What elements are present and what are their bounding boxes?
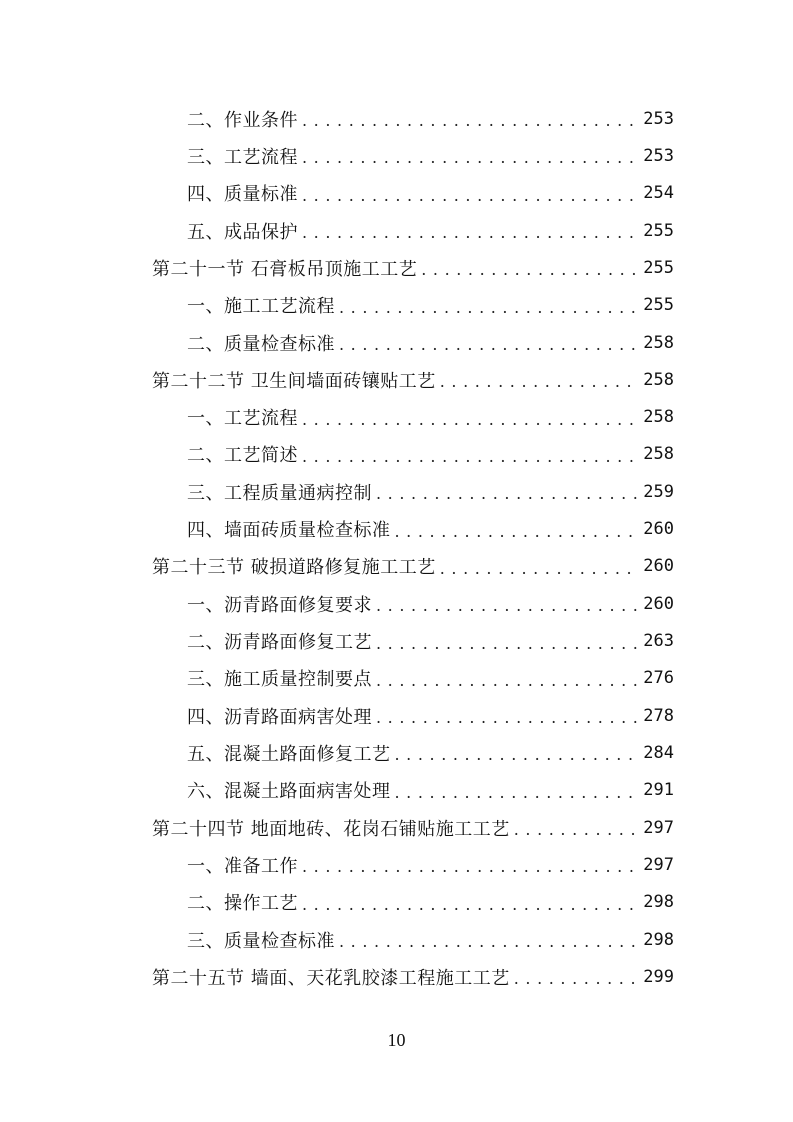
toc-entry-title: 二、沥青路面修复工艺 [187,632,372,654]
toc-entry[interactable] [152,585,674,622]
toc-leader-dots [395,783,638,802]
toc-entry-page: 260 [643,593,674,614]
toc-entry-title: 三、工程质量通病控制 [187,482,372,504]
toc-leader-dots [514,969,638,988]
toc-entry-title: 二、作业条件 [187,109,298,131]
toc-entry[interactable] [152,100,674,137]
toc-entry-page: 255 [643,220,674,241]
toc-entry-title: 五、混凝土路面修复工艺 [187,743,391,765]
toc-entry[interactable] [152,399,674,436]
toc-entry[interactable] [152,287,674,324]
toc-entry-title: 第二十一节 石膏板吊顶施工工艺 [152,258,418,280]
toc-section-entry[interactable] [152,361,674,398]
toc-entry-title: 五、成品保护 [187,221,298,243]
toc-entry[interactable] [152,324,674,361]
toc-entry-page: 255 [643,257,674,278]
toc-leader-dots [302,857,637,876]
toc-entry-title: 一、施工工艺流程 [187,296,335,318]
toc-leader-dots [302,410,637,429]
toc-entry[interactable] [152,436,674,473]
toc-entry-page: 298 [643,892,674,913]
toc-leader-dots [376,484,637,503]
toc-entry-title: 二、工艺简述 [187,445,298,467]
toc-entry[interactable] [152,660,674,697]
toc-leader-dots [302,223,637,242]
toc-leader-dots [376,596,637,615]
toc-leader-dots [302,447,637,466]
toc-leader-dots [376,671,637,690]
toc-leader-dots [302,186,637,205]
toc-entry-title: 四、沥青路面病害处理 [187,706,372,728]
toc-entry-page: 258 [643,332,674,353]
toc-entry-title: 第二十二节 卫生间墙面砖镶贴工艺 [152,370,436,392]
toc-entry-page: 253 [643,108,674,129]
toc-entry-page: 260 [643,519,674,540]
toc-entry-title: 四、墙面砖质量检查标准 [187,520,391,542]
toc-leader-dots [302,111,637,130]
page-number: 10 [387,1030,406,1050]
toc-section-entry[interactable] [152,809,674,846]
toc-entry-title: 六、混凝土路面病害处理 [187,781,391,803]
toc-entry-title: 四、质量标准 [187,184,298,206]
toc-leader-dots [339,298,637,317]
toc-leader-dots [339,932,637,951]
toc-entry[interactable] [152,212,674,249]
toc-entry[interactable] [152,921,674,958]
toc-entry-page: 278 [643,705,674,726]
toc-entry[interactable] [152,772,674,809]
toc-entry-page: 259 [643,481,674,502]
toc-entry-page: 253 [643,145,674,166]
toc-section-entry[interactable] [152,548,674,585]
toc-leader-dots [440,559,638,578]
toc-entry-page: 298 [643,929,674,950]
toc-entry-title: 二、操作工艺 [187,893,298,915]
toc-entry[interactable] [152,175,674,212]
toc-entry-page: 255 [643,295,674,316]
toc-entry-title: 一、准备工作 [187,855,298,877]
toc-leader-dots [395,745,638,764]
toc-entry[interactable] [152,884,674,921]
toc-entry[interactable] [152,137,674,174]
toc-leader-dots [376,708,637,727]
toc-entry-title: 三、质量检查标准 [187,930,335,952]
toc-entry-page: 284 [643,742,674,763]
toc-leader-dots [376,634,637,653]
toc-entry-title: 一、沥青路面修复要求 [187,594,372,616]
toc-entry-page: 297 [643,817,674,838]
toc-leader-dots [302,148,637,167]
toc-section-entry[interactable] [152,249,674,286]
toc-leader-dots [302,895,637,914]
toc-entry-title: 三、工艺流程 [187,146,298,168]
toc-entry-page: 299 [643,966,674,987]
table-of-contents [152,100,674,996]
toc-entry[interactable] [152,734,674,771]
toc-section-entry[interactable] [152,958,674,995]
toc-leader-dots [395,522,638,541]
toc-entry-title: 第二十五节 墙面、天花乳胶漆工程施工工艺 [152,967,510,989]
toc-leader-dots [421,260,637,279]
toc-entry[interactable] [152,846,674,883]
toc-entry-page: 260 [643,556,674,577]
toc-entry[interactable] [152,473,674,510]
toc-leader-dots [514,820,638,839]
toc-leader-dots [339,335,637,354]
toc-entry-title: 三、施工质量控制要点 [187,669,372,691]
toc-entry-page: 258 [643,407,674,428]
toc-entry-page: 276 [643,668,674,689]
toc-entry-page: 263 [643,631,674,652]
toc-entry-title: 一、工艺流程 [187,408,298,430]
toc-entry-title: 第二十四节 地面地砖、花岗石铺贴施工工艺 [152,818,510,840]
toc-entry[interactable] [152,622,674,659]
toc-entry[interactable] [152,510,674,547]
toc-entry-page: 254 [643,183,674,204]
toc-entry-title: 第二十三节 破损道路修复施工工艺 [152,557,436,579]
toc-entry[interactable] [152,697,674,734]
toc-leader-dots [440,372,638,391]
toc-entry-page: 258 [643,444,674,465]
toc-entry-page: 291 [643,780,674,801]
toc-entry-title: 二、质量检查标准 [187,333,335,355]
toc-entry-page: 258 [643,369,674,390]
toc-entry-page: 297 [643,854,674,875]
